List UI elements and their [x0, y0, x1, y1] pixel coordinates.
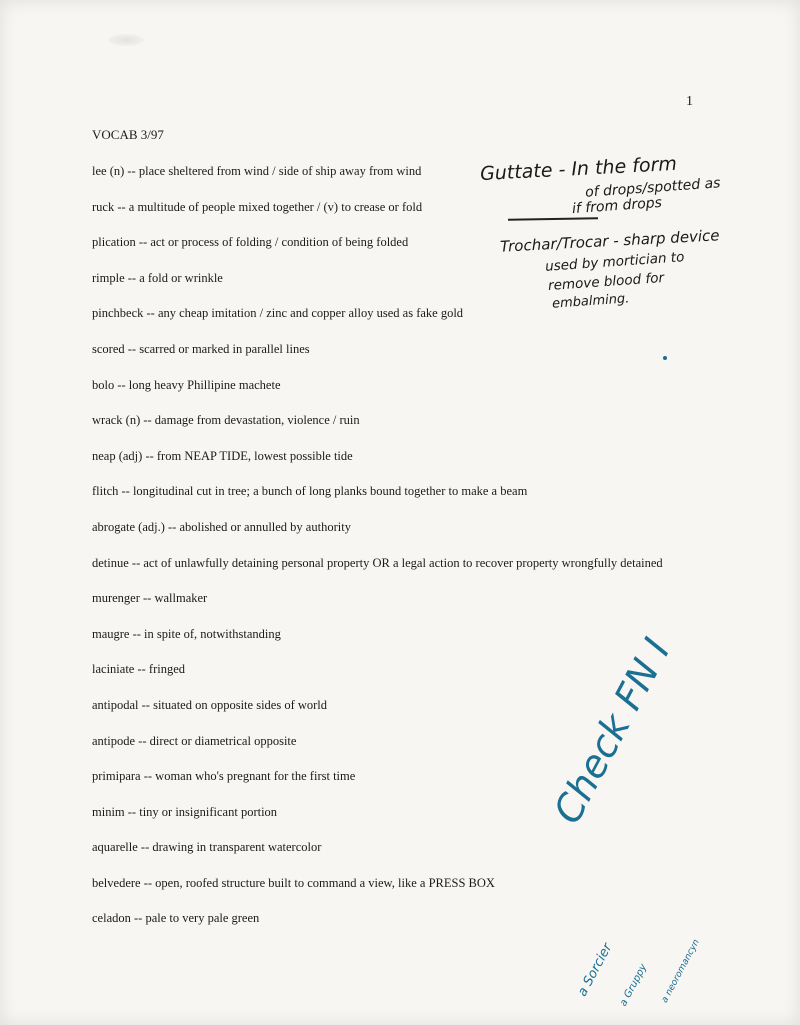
- handwritten-check-note: Check FN I: [545, 631, 679, 831]
- ink-dot: [663, 356, 667, 360]
- vocab-entry: pinchbeck -- any cheap imitation / zinc and copper alloy used as fake gold: [92, 306, 464, 321]
- vocab-entry: murenger -- wallmaker: [92, 591, 208, 606]
- vocab-entry: ruck -- a multitude of people mixed together / (v) to crease or fold: [92, 199, 423, 214]
- vocab-entry: antipodal -- situated on opposite sides of world: [92, 697, 328, 712]
- handwritten-guttate-line: if from drops: [571, 194, 663, 218]
- vocab-entry: scored -- scarred or marked in parallel lines: [92, 341, 310, 356]
- handwritten-margin-note: a neoromancyn: [660, 937, 702, 1005]
- vocab-entry: neap (adj) -- from NEAP TIDE, lowest possible tide: [92, 448, 353, 463]
- vocab-entry: minim -- tiny or insignificant portion: [92, 804, 278, 819]
- page-number: 1: [686, 94, 693, 109]
- handwritten-guttate-line: of drops/spotted as: [584, 175, 722, 201]
- handwritten-trocar-line: Trochar/Trocar - sharp device: [499, 226, 720, 256]
- handwritten-trocar-line: embalming.: [551, 291, 630, 312]
- vocab-entry: flitch -- longitudinal cut in tree; a bunch of long planks bound together to make a beam: [92, 484, 528, 499]
- vocab-entry: wrack (n) -- damage from devastation, violence / ruin: [92, 413, 360, 428]
- vocab-entry: celadon -- pale to very pale green: [92, 911, 260, 926]
- vocab-entry: abrogate (adj.) -- abolished or annulled by authority: [92, 519, 351, 534]
- vocab-entry: primipara -- woman who's pregnant for the first time: [92, 769, 356, 784]
- vocab-entry: belvedere -- open, roofed structure built to command a view, like a PRESS BOX: [92, 875, 495, 890]
- vocab-entry: laciniate -- fringed: [92, 662, 186, 677]
- vocab-entry: bolo -- long heavy Phillipine machete: [92, 377, 281, 392]
- handwritten-margin-note: a Sorcier: [575, 940, 616, 1000]
- paper-smudge: [108, 34, 144, 46]
- page-title: VOCAB 3/97: [92, 127, 164, 142]
- vocab-entry: antipode -- direct or diametrical opposite: [92, 733, 297, 748]
- vocab-entry: detinue -- act of unlawfully detaining personal property OR a legal action to recover property wrongfully detained: [92, 555, 663, 570]
- handwritten-trocar-line: remove blood for: [547, 269, 665, 295]
- vocab-entry: plication -- act or process of folding / condition of being folded: [92, 235, 409, 250]
- handwritten-guttate-line: Guttate - In the form: [479, 152, 678, 186]
- vocab-entry: rimple -- a fold or wrinkle: [92, 270, 223, 285]
- vocab-entry: lee (n) -- place sheltered from wind / side of ship away from wind: [92, 164, 422, 178]
- vocab-entry: aquarelle -- drawing in transparent watercolor: [92, 840, 322, 855]
- handwritten-trocar-line: used by mortician to: [544, 249, 685, 275]
- vocab-entry: maugre -- in spite of, notwithstanding: [92, 626, 281, 641]
- handwritten-margin-note: a Gruppy: [618, 962, 650, 1009]
